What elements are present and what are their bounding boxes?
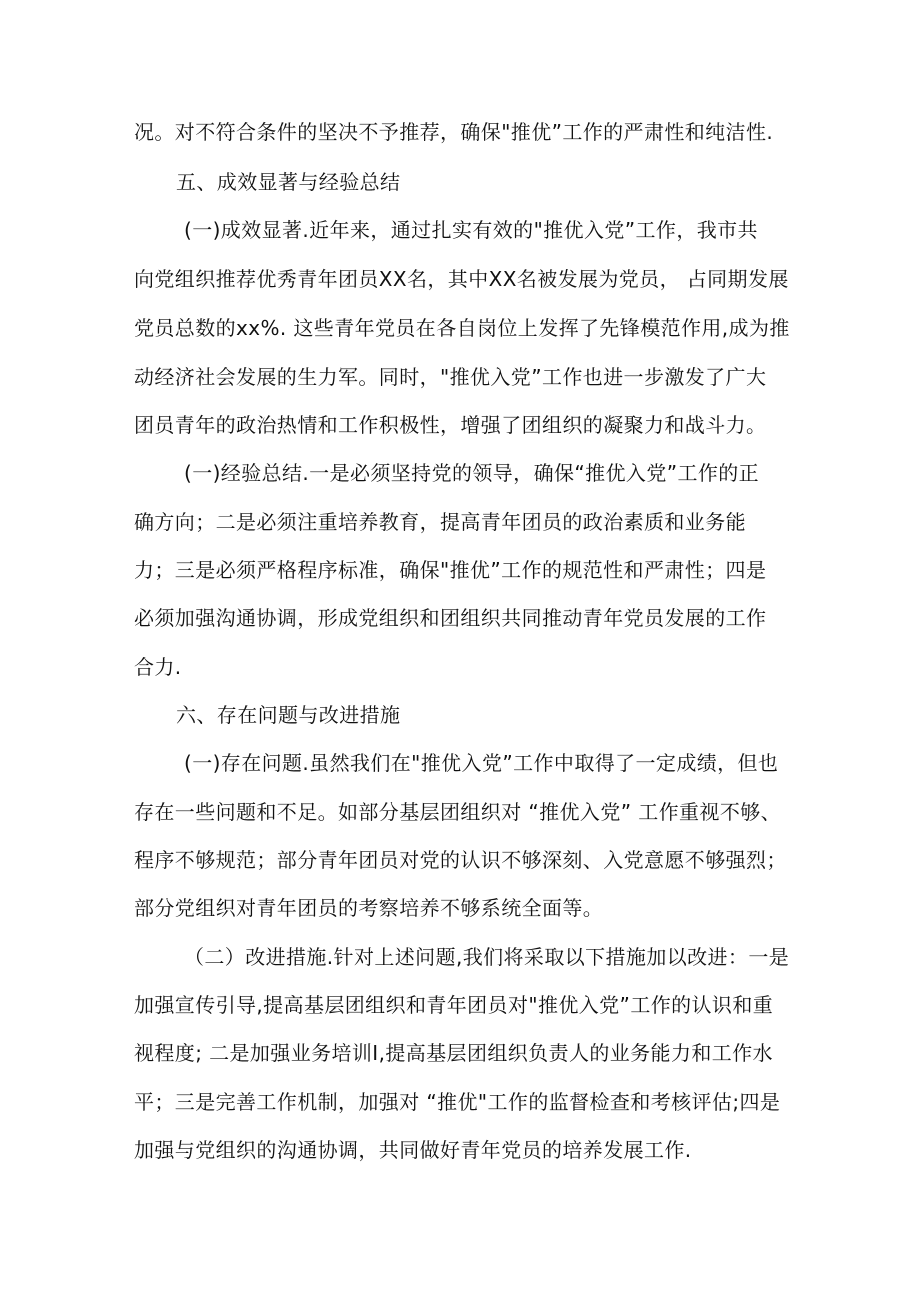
paragraph-line: 加强与党组织的沟通协调，共同做好青年党员的培养发展工作. xyxy=(134,1138,692,1162)
paragraph-line: 团员青年的政治热情和工作积极性，增强了团组织的凝聚力和战斗力。 xyxy=(134,413,767,437)
paragraph-line: 平；三是完善工作机制，加强对 “推优"工作的监督检查和考核评估;四是 xyxy=(134,1090,781,1114)
paragraph-line: 向党组织推荐优秀青年团员XX名，其中XX名被发展为党员， 占同期发展 xyxy=(134,267,789,291)
section-heading: 六、存在问题与改进措施 xyxy=(176,703,401,727)
paragraph-line: 动经济社会发展的生力军。同时，"推优入党”工作也进一步激发了广大 xyxy=(134,365,767,389)
paragraph-line: (一)经验总结.一是必须坚持党的领导，确保“推优入党”工作的正 xyxy=(184,461,760,485)
paragraph-line: 部分党组织对青年团员的考察培养不够系统全面等。 xyxy=(134,896,604,920)
section-heading: 五、成效显著与经验总结 xyxy=(176,170,401,194)
paragraph-line: 存在一些问题和不足。如部分基层团组织对 “推优入党” 工作重视不够、 xyxy=(134,800,782,824)
paragraph-line: 确方向；二是必须注重培养教育，提高青年团员的政治素质和业务能 xyxy=(134,510,746,534)
paragraph-line: 党员总数的xx%. 这些青年党员在各自岗位上发挥了先锋模范作用,成为推 xyxy=(134,316,790,340)
paragraph-line: 合力. xyxy=(134,655,182,679)
paragraph-line: 况。对不符合条件的坚决不予推荐，确保"推优”工作的严肃性和纯洁性. xyxy=(134,120,774,144)
paragraph-line: （二）改进措施.针对上述问题,我们将采取以下措施加以改进：一是 xyxy=(184,945,790,969)
paragraph-line: 必须加强沟通协调，形成党组织和团组织共同推动青年党员发展的工作 xyxy=(134,606,767,630)
paragraph-line: (一)存在问题.虽然我们在"推优入党”工作中取得了一定成绩，但也 xyxy=(184,751,779,775)
paragraph-line: 视程度; 二是加强业务培训I,提高基层团组织负责人的业务能力和工作水 xyxy=(134,1041,773,1065)
paragraph-line: 力；三是必须严格程序标准，确保"推优”工作的规范性和严肃性；四是 xyxy=(134,558,767,582)
paragraph-line: 加强宣传引导,提高基层团组织和青年团员对"推优入党”工作的认识和重 xyxy=(134,993,774,1017)
paragraph-line: 程序不够规范；部分青年团员对党的认识不够深刻、入党意愿不够强烈； xyxy=(134,848,787,872)
paragraph-line: (一)成效显著.近年来，通过扎实有效的"推优入党”工作，我市共 xyxy=(184,218,758,242)
